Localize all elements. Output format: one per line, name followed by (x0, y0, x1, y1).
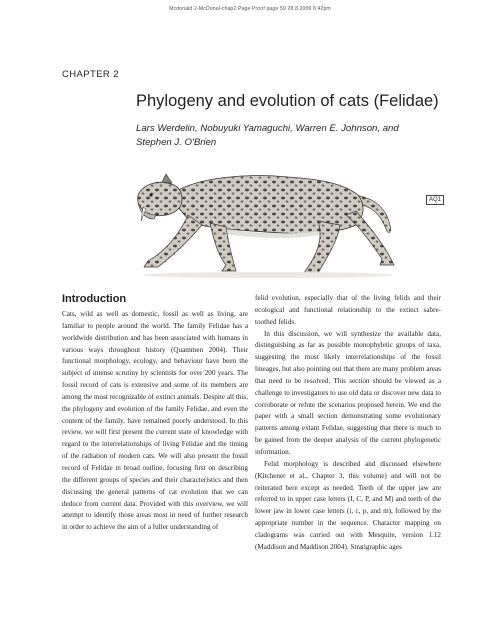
authors-line-2: Stephen J. O'Brien (136, 137, 217, 148)
paragraph: Cats, wild as well as domestic, fossil as well as living, are familiar to people around the world. The family Felidae has a worldwide distribution and has been associated with humans in various ways throughout history (Quammen 2004). Their functional morphology, ecology, and behaviour have been the subject of intense scrutiny by scientists for over 200 years. The fossil record of cats is extensive and some of its members are among the most recognizable of extinct animals. Despite all this, the phylogeny and evolution of the family Felidae, and even the content of the family, have remained poorly understood. In this review, we will first present the current state of knowledge with regard to the interrelationships of living Felidae and the timing of the radiation of modern cats. We will also present the fossil record of Felidae in broad outline, focusing first on describing the different groups of species and their characteristics and then discussing the general patterns of cat evolution that we can deduce from current data. Provided with this overview, we will attempt to identify those areas most in need of further research in order to achieve the aim of a fuller understanding of (62, 310, 248, 532)
running-head: Mcdonald 2-McDonal-chap2 Page Proof page 59 28.8.2009 6:42pm (169, 6, 331, 12)
chapter-label: CHAPTER 2 (62, 69, 119, 80)
body-column-right (255, 293, 441, 554)
section-heading-introduction: Introduction (62, 293, 127, 305)
author-query-tag: AQ1 (426, 195, 444, 205)
paragraph: Felid morphology is described and discussed elsewhere (Kitchener et al., Chapter 3, this volume) and will not be reiterated here except as needed. Teeth of the upper jaw are referred to in upper case letters (I, C, P, and M) and teeth of the lower jaw in lower case letters (i, c, p, and m), followed by the appropriate number in the sequence. Character mapping on cladograms was carried out with Mesquite, version 1.12 (Maddison and Maddison 2004). Stratigraphic ages (255, 459, 441, 551)
chapter-authors (136, 122, 436, 150)
sabre-toothed-cat-illustration (118, 155, 408, 280)
authors-line-1: Lars Werdelin, Nobuyuki Yamaguchi, Warren E. Johnson, and (136, 123, 399, 134)
chapter-title: Phylogeny and evolution of cats (Felidae) (136, 92, 439, 110)
paragraph: felid evolution, especially that of the living felids and their ecological and functional relationship to the extinct sabre-toothed felids. (255, 294, 441, 326)
body-column-left (62, 309, 248, 534)
paragraph: In this discussion, we will synthesize the available data, distinguishing as far as possible monophyletic groups of taxa, suggesting the most likely interrelationships of the fossil lineages, but also pointing out that there are many problem areas that need to be resolved. This section should be viewed as a challenge to investigators to use old data or discover new data to corroborate or refute the scenarios proposed herein. We end the paper with a small section demonstrating some evolutionary patterns among extant Felidae, suggesting that there is much to be gained from the deeper analysis of the current phylogenetic information. (255, 329, 441, 456)
